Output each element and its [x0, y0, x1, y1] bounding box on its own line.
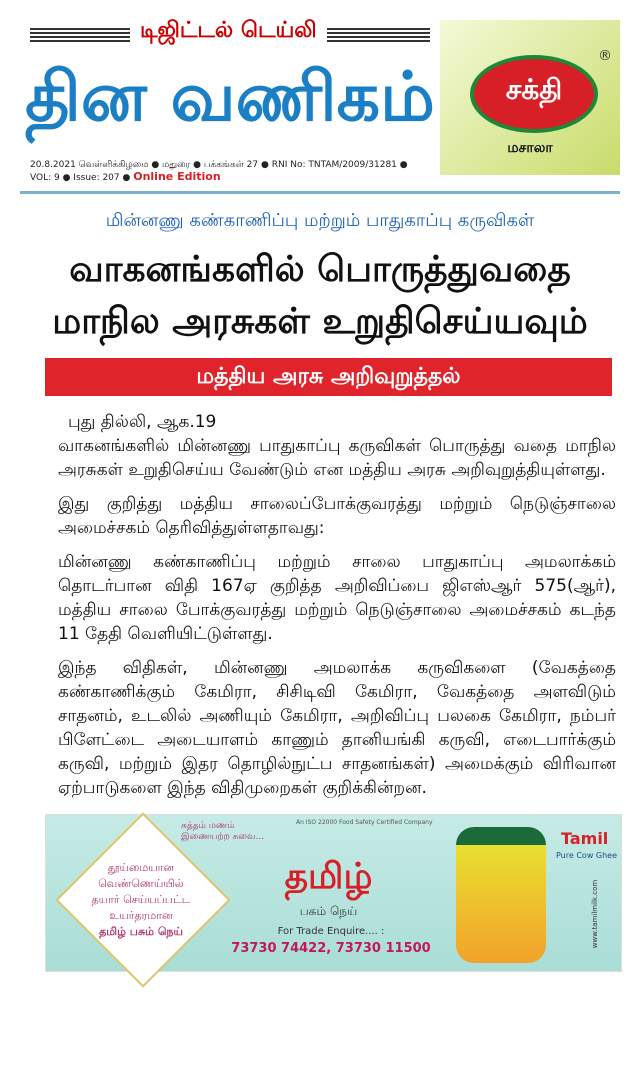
- ad-url: www.tamilmilk.com: [591, 879, 600, 949]
- article-banner: மத்திய அரசு அறிவுறுத்தல்: [45, 358, 612, 396]
- ad-brand-logo: சக்தி: [470, 55, 598, 133]
- article-paragraph: வாகனங்களில் மின்னணு பாதுகாப்பு கருவிகள் பொருத்து வதை மாநில அரசுகள் உறுதிசெய்ய வேண்டும் என மத்திய அரசு அறிவுறுத்தியுள்ளது.: [58, 436, 616, 480]
- ad-brand-logo: தமிழ்: [284, 856, 373, 897]
- article-paragraph: இந்த விதிகள், மின்னணு அமலாக்க கருவிகளை (வேகத்தை கண்காணிக்கும் கேமிரா, சிசிடிவி கேமிரா, வேகத்தை அளவிடும் சாதனம், உடலில் அணியும் கேமிரா, அறிவிப்பு பலகை கேமிரா, நம்பர் பிளேட்டை அடையாளம் காணும் தானியங்கி கருவி, எடைபார்க்கும் கருவி, மற்றும் இதர தொழில்நுட்ப சாதனங்கள்) அமைக்கும் விரிவான ஏற்பாடுகளை இந்த விதிமுறைகள் குறிக்கின்றன.: [58, 658, 616, 798]
- edition-label: Online Edition: [133, 170, 221, 183]
- ad-line: உயர்தரமான: [109, 909, 173, 922]
- dateline: [30, 160, 430, 184]
- masthead-area: [0, 0, 640, 196]
- dateline-text: 20.8.2021 வெள்ளிக்கிழமை ● மதுரை ● பக்கங்கள் 27 ● RNI No: TNTAM/2009/31281 ● VOL: 9 ● Issue: 207 ●: [30, 160, 408, 183]
- ad-diamond-text: [56, 860, 226, 940]
- ad-product-name: Tamil: [561, 829, 609, 848]
- article-paragraph: இது குறித்து மத்திய சாலைப்போக்குவரத்து மற்றும் நெடுஞ்சாலை அமைச்சகம் தெரிவித்துள்ளதாவது:: [58, 494, 616, 538]
- ad-line: தமிழ் பசும் நெய்: [99, 925, 183, 938]
- divider: [20, 191, 620, 194]
- ad-phone-numbers: 73730 74422, 73730 11500: [231, 941, 431, 956]
- bottom-advertisement[interactable]: [45, 814, 622, 972]
- ad-line: வெண்ணெய்யில்: [98, 877, 184, 890]
- ad-product-sub: Pure Cow Ghee: [556, 851, 618, 860]
- ad-iso-note: An ISO 22000 Food Safety Certified Company: [296, 819, 433, 826]
- article-paragraph: மின்னணு கண்காணிப்பு மற்றும் சாலை பாதுகாப்பு அமலாக்கம் தொடர்பான விதி 167ஏ குறித்த அறிவிப்பை ஜிஎஸ்ஆர் 575(ஆர்), மத்திய சாலை போக்குவரத்து மற்றும் நெடுஞ்சாலை அமைச்சகம் கடந்த 11 தேதி வெளியிட்டுள்ளது.: [58, 552, 616, 644]
- ad-line: தயார் செய்யப்பட்ட: [91, 893, 191, 906]
- article-subhead: மின்னணு கண்காணிப்பு மற்றும் பாதுகாப்பு கருவிகள்: [105, 210, 535, 231]
- article: [0, 196, 640, 800]
- article-dateline: புது தில்லி, ஆக.19: [68, 412, 217, 432]
- headline-line-2: மாநில அரசுகள் உறுதிசெய்யவும்: [52, 301, 588, 342]
- ad-trade-label: For Trade Enquire.... :: [277, 926, 385, 937]
- ad-slogan: சுத்தம் மணம் இணையற்ற சுவை...: [181, 821, 265, 842]
- article-headline: [20, 244, 620, 348]
- ad-brand-sub: பசும் நெய்: [299, 904, 358, 918]
- ad-brand-sub: மசாலா: [507, 140, 553, 156]
- masthead-title: தின வணிகம்: [25, 58, 435, 137]
- registered-mark: ®: [598, 48, 612, 64]
- ghee-jar-image: [456, 827, 546, 963]
- ad-line: தூய்மையான: [107, 861, 175, 874]
- article-body: [58, 410, 616, 800]
- masthead-tagline: டிஜிட்டல் டெய்லி: [130, 18, 327, 46]
- headline-line-1: வாகனங்களில் பொருத்துவதை: [69, 249, 571, 290]
